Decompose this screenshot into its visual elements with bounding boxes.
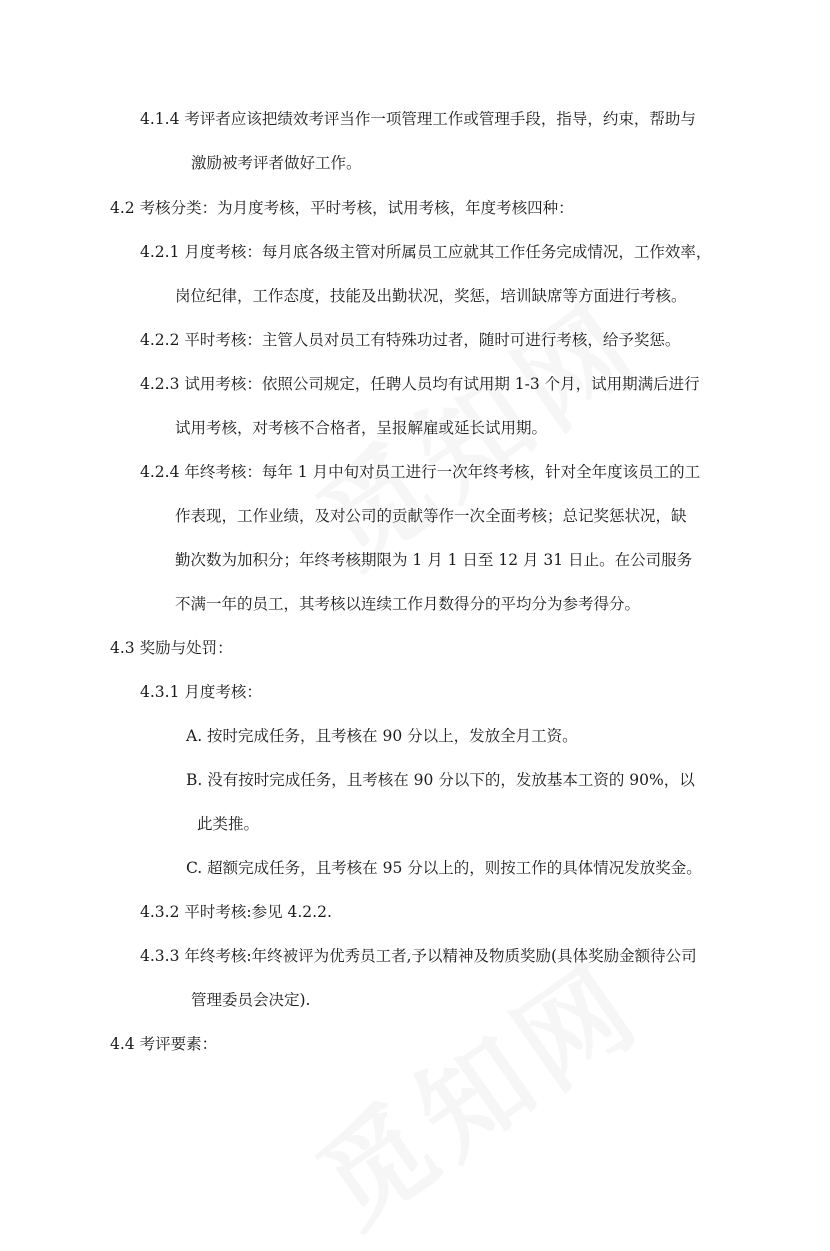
section-heading: 4.2 考核分类：为月度考核，平时考核，试用考核，年度考核四种： bbox=[110, 199, 574, 217]
text-line: 4.2.2 平时考核：主管人员对员工有特殊功过者，随时可进行考核，给予奖惩。 bbox=[140, 331, 681, 349]
text-line: 岗位纪律，工作态度，技能及出勤状况，奖惩，培训缺席等方面进行考核。 bbox=[175, 287, 687, 305]
text-line: 4.1.4 考评者应该把绩效考评当作一项管理工作或管理手段，指导，约束，帮助与 bbox=[140, 110, 696, 128]
text-line: 此类推。 bbox=[197, 815, 260, 833]
subsection-heading: 4.3.1 月度考核： bbox=[140, 683, 262, 701]
text-line: 勤次数为加积分；年终考核期限为 1 月 1 日至 12 月 31 日止。在公司服务 bbox=[175, 551, 693, 569]
text-line: 4.2.1 月度考核：每月底各级主管对所属员工应就其工作任务完成情况，工作效率， bbox=[140, 243, 712, 261]
section-heading: 4.4 考评要素： bbox=[110, 1035, 218, 1053]
text-line: 作表现，工作业绩，及对公司的贡献等作一次全面考核；总记奖惩状况，缺 bbox=[175, 507, 687, 525]
watermark-text bbox=[301, 947, 659, 1244]
section-heading: 4.3 奖励与处罚： bbox=[110, 639, 233, 657]
list-item: C. 超额完成任务，且考核在 95 分以上的，则按工作的具体情况发放奖金。 bbox=[186, 859, 702, 877]
text-line: 4.2.3 试用考核：依照公司规定，任聘人员均有试用期 1-3 个月，试用期满后进行 bbox=[140, 375, 700, 393]
list-item: A. 按时完成任务，且考核在 90 分以上，发放全月工资。 bbox=[186, 727, 578, 745]
text-line: 4.2.4 年终考核：每年 1 月中旬对员工进行一次年终考核，针对全年度该员工的工 bbox=[140, 463, 701, 481]
subsection-heading: 4.3.2 平时考核:参见 4.2.2. bbox=[140, 903, 332, 921]
text-line: 4.3.3 年终考核:年终被评为优秀员工者,予以精神及物质奖励(具体奖励金额待公司 bbox=[140, 947, 697, 965]
text-line: 试用考核，对考核不合格者，呈报解雇或延长试用期。 bbox=[175, 419, 548, 437]
text-line: 不满一年的员工，其考核以连续工作月数得分的平均分为参考得分。 bbox=[175, 595, 641, 613]
text-line: 管理委员会决定). bbox=[191, 991, 311, 1009]
list-item: B. 没有按时完成任务，且考核在 90 分以下的，发放基本工资的 90%，以 bbox=[186, 771, 695, 789]
text-line: 激励被考评者做好工作。 bbox=[191, 154, 362, 172]
